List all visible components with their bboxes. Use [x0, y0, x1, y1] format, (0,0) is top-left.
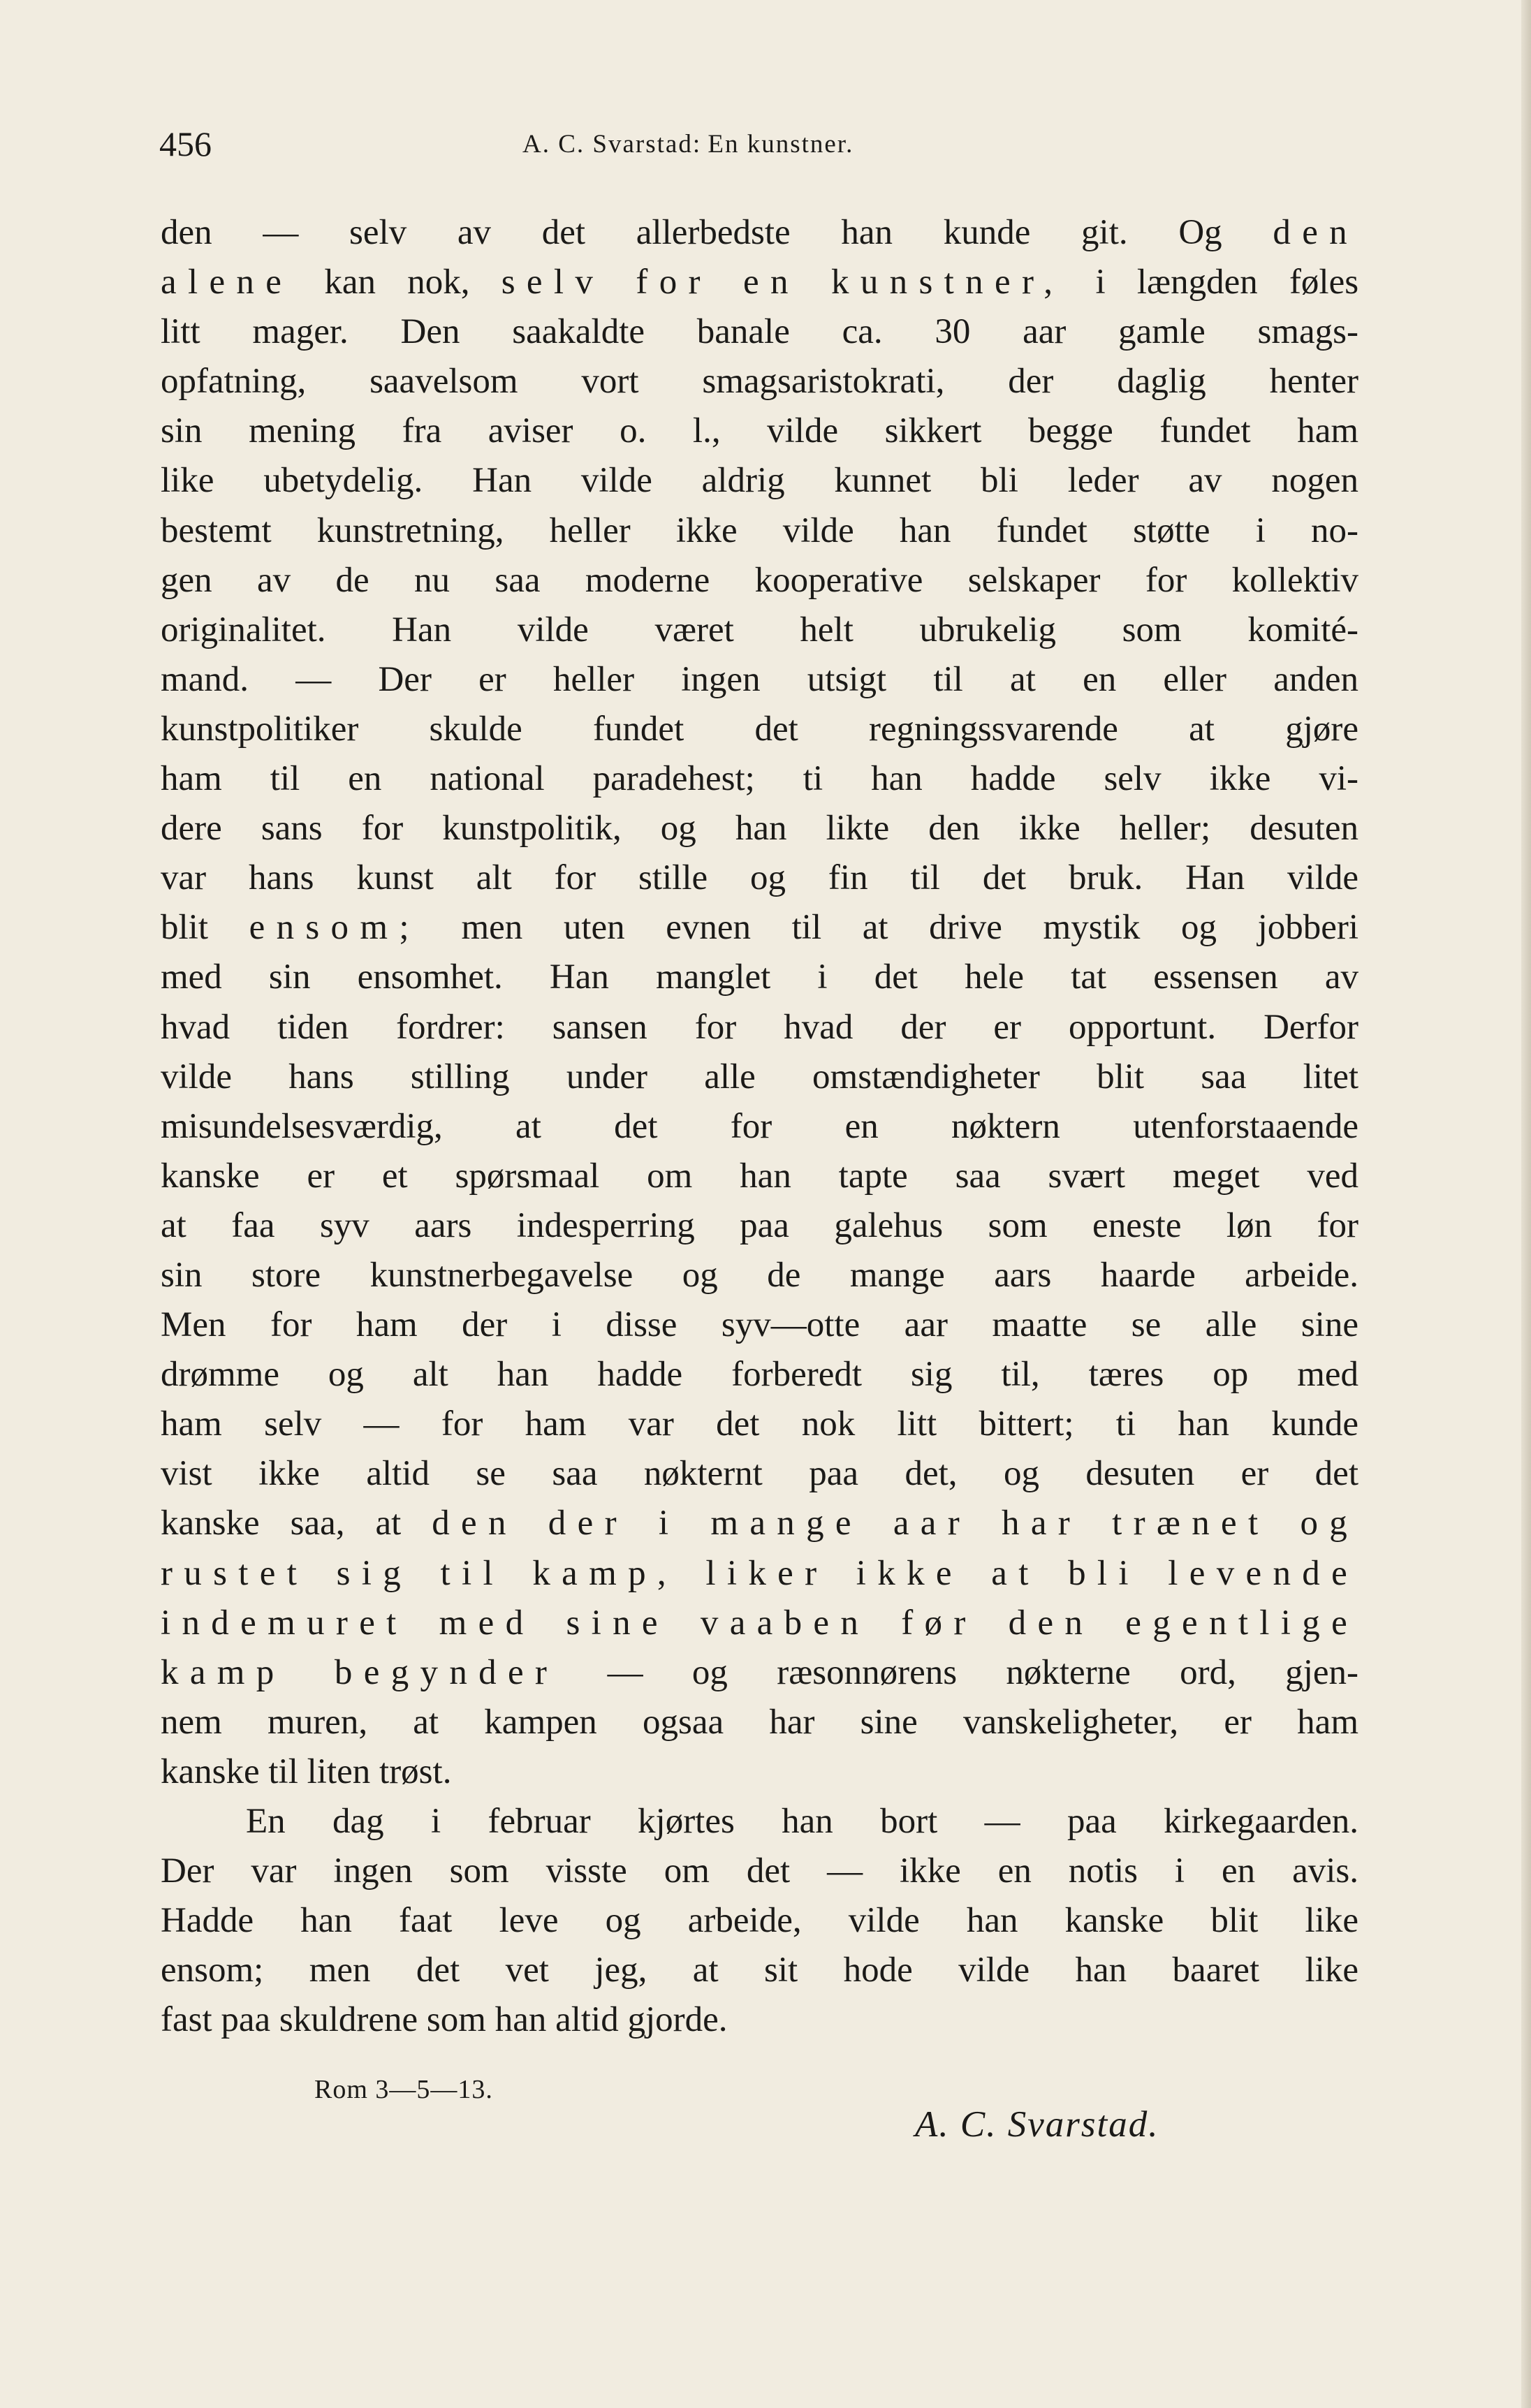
text-line: ensom; men det vet jeg, at sit hode vilde han baaret like — [161, 1951, 1358, 1990]
text-line: kanske til liten trøst. — [161, 1752, 452, 1791]
text-line: vist ikke altid se saa nøkternt paa det, og desuten er det — [161, 1454, 1358, 1494]
running-head — [522, 127, 854, 162]
text-line: vilde hans stilling under alle omstændigheter blit saa litet — [161, 1057, 1358, 1096]
text-line: gen av de nu saa moderne kooperative selskaper for kollektiv — [161, 560, 1358, 600]
text-line: var hans kunst alt for stille og fin til det bruk. Han vilde — [161, 858, 1358, 898]
text-line: bestemt kunstretning, heller ikke vilde han fundet støtte i no- — [161, 511, 1358, 550]
running-head-separator: : — [692, 130, 701, 159]
text-line: like ubetydelig. Han vilde aldrig kunnet bli leder av nogen — [161, 461, 1358, 501]
text-line: den — selv av det allerbedste han kunde git. Og den — [161, 213, 1358, 252]
text-line: alene kan nok, selv for en kunstner, i længden føles — [161, 263, 1359, 302]
text-line: kunstpolitiker skulde fundet det regningssvarende at gjøre — [161, 709, 1358, 749]
body-text — [161, 208, 1358, 2045]
page-edge — [1521, 0, 1531, 2408]
text-line: hvad tiden fordrer: sansen for hvad der er opportunt. Derfor — [161, 1007, 1358, 1047]
text-line: En dag i februar kjørtes han bort — paa kirkegaarden. — [246, 1802, 1358, 1841]
text-line: sin store kunstnerbegavelse og de mange aars haarde arbeide. — [161, 1255, 1358, 1295]
text-line: indemuret med sine vaaben før den egentlige — [161, 1603, 1359, 1643]
text-line: kanske saa, at den der i mange aar har trænet og — [161, 1504, 1359, 1543]
text-line: dere sans for kunstpolitik, og han likte den ikke heller; desuten — [161, 809, 1358, 849]
running-head-author: A. C. Svarstad — [522, 130, 693, 159]
page-number: 456 — [159, 124, 212, 163]
author-signature: A. C. Svarstad. — [915, 2104, 1159, 2145]
text-line: mand. — Der er heller ingen utsigt til at en eller anden — [161, 659, 1358, 699]
text-line: rustet sig til kamp, liker ikke at bli levende — [161, 1553, 1359, 1593]
running-head-title: En kunstner. — [708, 130, 854, 159]
text-line: Hadde han faat leve og arbeide, vilde han kanske blit like — [161, 1901, 1358, 1941]
text-line: drømme og alt han hadde forberedt sig til, tæres op med — [161, 1355, 1358, 1395]
text-line: sin mening fra aviser o. l., vilde sikkert begge fundet ham — [161, 411, 1358, 451]
text-line: ham til en national paradehest; ti han hadde selv ikke vi- — [161, 759, 1358, 799]
paragraph-1 — [161, 208, 1358, 1797]
text-line: fast paa skuldrene som han altid gjorde. — [161, 2000, 728, 2040]
text-line: med sin ensomhet. Han manglet i det hele tat essensen av — [161, 957, 1358, 997]
text-line: opfatning, saavelsom vort smagsaristokrati, der daglig henter — [161, 362, 1358, 402]
text-line: blit ensom; men uten evnen til at drive mystik og jobberi — [161, 908, 1359, 948]
text-line: ham selv — for ham var det nok litt bittert; ti han kunde — [161, 1404, 1358, 1444]
text-line: Der var ingen som visste om det — ikke en notis i en avis. — [161, 1851, 1358, 1891]
text-line: kamp begynder — og ræsonnørens nøkterne ord, gjen- — [161, 1652, 1359, 1692]
page-header — [159, 123, 1371, 165]
paragraph-2 — [161, 1797, 1358, 2045]
text-line: misundelsesværdig, at det for en nøktern utenforstaaende — [161, 1106, 1358, 1146]
text-line: kanske er et spørsmaal om han tapte saa svært meget ved — [161, 1156, 1358, 1196]
text-line: litt mager. Den saakaldte banale ca. 30 aar gamle smags- — [161, 312, 1358, 352]
text-line: nem muren, at kampen ogsaa har sine vanskeligheter, er ham — [161, 1702, 1358, 1742]
text-line: at faa syv aars indesperring paa galehus som eneste løn for — [161, 1205, 1358, 1245]
text-line: originalitet. Han vilde været helt ubrukelig som komité- — [161, 610, 1358, 649]
text-line: Men for ham der i disse syv—otte aar maatte se alle sine — [161, 1305, 1358, 1345]
place-date: Rom 3—5—13. — [314, 2075, 493, 2104]
